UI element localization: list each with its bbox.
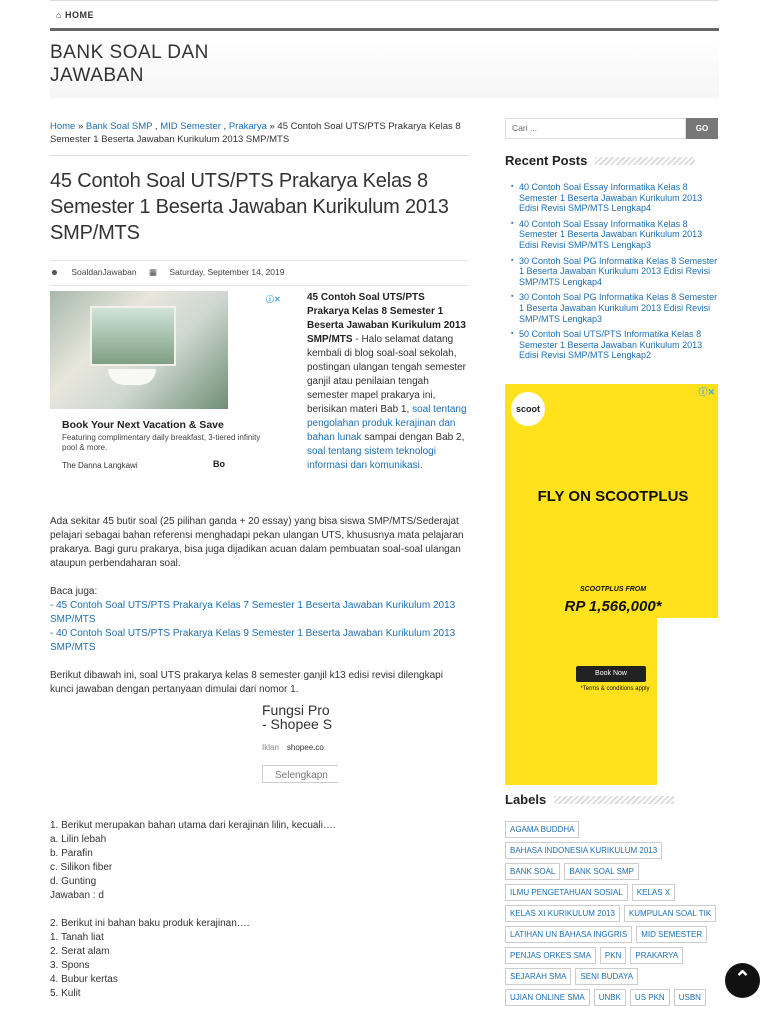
recent-post-link[interactable]: 50 Contoh Soal UTS/PTS Informatika Kelas 8 Semester 1 Beserta Jawaban Kurikulum 2013 Edisi Revisi SMP/MTS Lengkap2 [519, 329, 703, 361]
scoot-book-now-button[interactable]: Book Now [576, 666, 646, 682]
top-navigation [50, 0, 719, 31]
question-text: 2. Berikut ini bahan baku produk kerajinan…. [50, 918, 250, 929]
paragraph: Berikut dibawah ini, soal UTS prakarya kelas 8 semester ganjil k13 edisi revisi dilengkapi kunci jawaban dengan pertanyaan dimulai dari nomor 1. [50, 670, 443, 695]
post-date: Saturday, September 14, 2019 [169, 267, 285, 277]
hotel-ad[interactable] [50, 291, 288, 481]
label-tag[interactable]: LATIHAN UN BAHASA INGGRIS [505, 926, 632, 943]
scoot-ad[interactable] [505, 384, 718, 785]
intro-link-bab2[interactable]: soal tentang sistem teknologi informasi dan komunikasi. [307, 446, 436, 471]
label-tag[interactable]: US PKN [630, 989, 670, 1006]
ad-choices-icon[interactable]: ⓘ✕ [266, 295, 281, 304]
search-form [505, 118, 718, 139]
label-tag[interactable]: USBN [674, 989, 706, 1006]
scoot-from: SCOOTPLUS FROM [579, 586, 647, 593]
search-input[interactable]: Cari ... [505, 118, 686, 139]
recent-post-link[interactable]: 30 Contoh Soal PG Informatika Kelas 8 Semester 1 Beserta Jawaban Kurikulum 2013 Edisi Revisi SMP/MTS Lengkap4 [519, 255, 718, 287]
recent-post-link[interactable]: 40 Contoh Soal Essay Informatika Kelas 8 Semester 1 Beserta Jawaban Kurikulum 2013 Edisi Revisi SMP/MTS Lengkap4 [519, 182, 703, 214]
recent-posts-title: Recent Posts [505, 153, 588, 168]
ad-label: Iklan [262, 743, 279, 752]
sidebar [505, 118, 718, 366]
shopee-ad-button[interactable]: Selengkapn [262, 765, 338, 783]
main-content [50, 112, 469, 999]
label-tag[interactable]: SEJARAH SMA [505, 968, 571, 985]
scoot-terms: *Terms & conditions apply [580, 686, 650, 692]
site-header [50, 34, 719, 98]
nav-home-link[interactable]: ⌂ HOME [56, 10, 94, 20]
question-text: 1. Berikut merupakan bahan utama dari kerajinan lilin, kecuali…. [50, 820, 336, 831]
chevron-up-icon: ⌃ [734, 968, 751, 990]
recent-post-link[interactable]: 30 Contoh Soal PG Informatika Kelas 8 Semester 1 Beserta Jawaban Kurikulum 2013 Edisi Revisi SMP/MTS Lengkap3 [519, 292, 718, 324]
label-tag[interactable]: SENI BUDAYA [575, 968, 638, 985]
ad-cta[interactable]: Bo [213, 459, 225, 469]
labels-list [505, 821, 718, 1006]
post-intro: 45 Contoh Soal UTS/PTS Prakarya Kelas 8 Semester 1 Beserta Jawaban Kurikulum 2013 SMP/MTS - Halo selamat datang kembali di blog soal-soal sekolah, postingan ulangan tengah semester ganjil atau penilaian tengah semester mapel prakarya ini, berisikan materi Bab 1, soal tentang pengolahan produk kerajinan dan bahan lunak sampai dengan Bab 2, soal tentang sistem teknologi informasi dan komunikasi. [307, 292, 467, 471]
shopee-ad-line2: - Shopee S [262, 716, 333, 732]
option: 4. Bubur kertas [50, 974, 118, 985]
label-tag[interactable]: BANK SOAL [505, 863, 560, 880]
back-to-top-button[interactable] [725, 963, 760, 998]
calendar-icon: ▦ [148, 267, 157, 277]
option: b. Parafin [50, 848, 93, 859]
site-title[interactable]: BANK SOAL DAN JAWABAN [50, 42, 209, 86]
ad-headline: Book Your Next Vacation & Save [62, 419, 224, 431]
breadcrumb-bank-soal-smp[interactable]: Bank Soal SMP [85, 121, 153, 132]
breadcrumb-mid-semester[interactable]: MID Semester [160, 121, 221, 132]
post-author[interactable]: SoaldanJawaban [71, 267, 137, 277]
ad-brand: The Danna Langkawi [62, 461, 138, 470]
user-icon: ☻ [50, 267, 59, 277]
label-tag[interactable]: PKN [600, 947, 626, 964]
recent-post-link[interactable]: 40 Contoh Soal Essay Informatika Kelas 8 Semester 1 Beserta Jawaban Kurikulum 2013 Edisi Revisi SMP/MTS Lengkap3 [519, 218, 703, 250]
search-go-button[interactable]: GO [686, 118, 718, 139]
breadcrumb-home[interactable]: Home [50, 121, 76, 132]
option: 1. Tanah liat [50, 932, 104, 943]
label-tag[interactable]: BAHASA INDONESIA KURIKULUM 2013 [505, 842, 662, 859]
scoot-price: RP 1,566,000* [564, 598, 662, 615]
breadcrumb-current: 45 Contoh Soal UTS/PTS Prakarya Kelas 8 Semester 1 Beserta Jawaban Kurikulum 2013 SMP/MTS [50, 121, 461, 145]
breadcrumb-prakarya[interactable]: Prakarya [228, 121, 267, 132]
intro-link-bab1[interactable]: soal tentang pengolahan produk kerajinan dan bahan lunak [307, 404, 467, 443]
title-stripe [554, 796, 674, 804]
label-tag[interactable]: AGAMA BUDDHA [505, 821, 579, 838]
recent-posts-widget [505, 153, 718, 361]
option: 3. Spons [50, 960, 90, 971]
ad-image [50, 291, 228, 409]
answer: Jawaban : d [50, 890, 104, 901]
label-tag[interactable]: KELAS X [632, 884, 675, 901]
related-posts: Baca juga: - 45 Contoh Soal UTS/PTS Prakarya Kelas 7 Semester 1 Beserta Jawaban Kurikulum 2013 SMP/MTS - 40 Contoh Soal UTS/PTS Prakarya Kelas 9 Semester 1 Beserta Jawaban Kurikulum 2013 SMP/MTS [50, 586, 456, 653]
ad-description: Featuring complimentary daily breakfast, 3-tiered infinity pool & more. [62, 433, 261, 452]
label-tag[interactable]: PRAKARYA [630, 947, 683, 964]
label-tag[interactable]: UNBK [594, 989, 626, 1006]
shopee-ad-line1: Fungsi Pro [262, 703, 330, 718]
labels-title: Labels [505, 792, 547, 807]
post-title: 45 Contoh Soal UTS/PTS Prakarya Kelas 8 Semester 1 Beserta Jawaban Kurikulum 2013 SMP/MTS [50, 170, 449, 244]
shopee-ad[interactable] [262, 703, 338, 805]
option: 5. Kulit [50, 988, 81, 999]
labels-widget [505, 792, 718, 1006]
post-body [50, 515, 469, 1015]
intro-bold-title: 45 Contoh Soal UTS/PTS Prakarya Kelas 8 Semester 1 Beserta Jawaban Kurikulum 2013 SMP/MTS [307, 292, 466, 345]
post-meta [50, 260, 469, 286]
label-tag[interactable]: UJIAN ONLINE SMA [505, 989, 590, 1006]
question-2 [50, 917, 469, 1001]
option: 2. Serat alam [50, 946, 110, 957]
label-tag[interactable]: KUMPULAN SOAL TIK [624, 905, 716, 922]
option: c. Silikon fiber [50, 862, 113, 873]
ad-domain: shopee.co [286, 743, 324, 752]
label-tag[interactable]: PENJAS ORKES SMA [505, 947, 596, 964]
related-link-kelas7[interactable]: - 45 Contoh Soal UTS/PTS Prakarya Kelas 7 Semester 1 Beserta Jawaban Kurikulum 2013 SMP/MTS [50, 600, 456, 625]
ad-choices-icon[interactable]: ⓘ✕ [698, 387, 715, 397]
option: d. Gunting [50, 876, 97, 887]
related-link-kelas9[interactable]: - 40 Contoh Soal UTS/PTS Prakarya Kelas 9 Semester 1 Beserta Jawaban Kurikulum 2013 SMP/MTS [50, 628, 456, 653]
paragraph: Ada sekitar 45 butir soal (25 pilihan ganda + 20 essay) yang bisa siswa SMP/MTS/Sederajat pelajari sebagai bahan referensi menghadapi pekan ulangan UTS, khususnya mata pelajaran prakarya. Bagi guru prakarya, bisa juga dijadikan acuan dalam pembuatan soal-soal ulangan ataupun perbendaharan soal. [50, 516, 464, 569]
option: a. Lilin lebah [50, 834, 107, 845]
home-icon: ⌂ [56, 10, 62, 20]
label-tag[interactable]: KELAS XI KURIKULUM 2013 [505, 905, 620, 922]
breadcrumb: Home » Bank Soal SMP , MID Semester , Prakarya » 45 Contoh Soal UTS/PTS Prakarya Kelas 8 Semester 1 Beserta Jawaban Kurikulum 2013 SMP/MTS [50, 112, 469, 156]
question-1 [50, 819, 469, 903]
label-tag[interactable]: ILMU PENGETAHUAN SOSIAL [505, 884, 628, 901]
label-tag[interactable]: BANK SOAL SMP [564, 863, 639, 880]
scoot-logo: scoot [511, 392, 545, 426]
title-stripe [595, 157, 695, 165]
label-tag[interactable]: MID SEMESTER [636, 926, 707, 943]
scoot-headline: FLY ON SCOOTPLUS [537, 488, 689, 505]
